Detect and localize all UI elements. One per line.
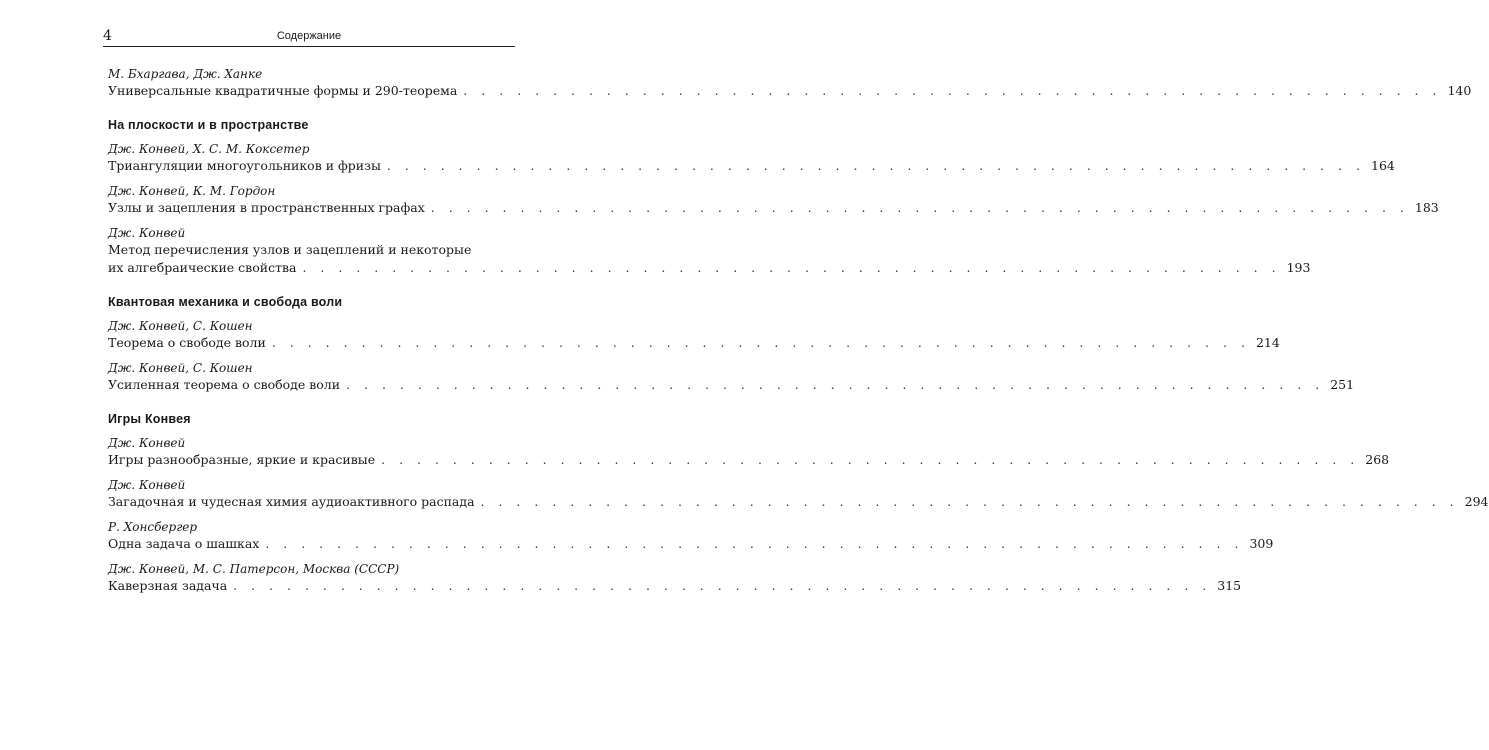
section-spacer <box>108 100 515 118</box>
entry-title: их алгебраические свойства <box>108 260 297 275</box>
entry-title: Игры разнообразные, яркие и красивые <box>108 452 376 467</box>
table-of-contents <box>108 66 1489 595</box>
entry-title: Триангуляции многоугольников и фризы <box>108 158 381 173</box>
entry-page-number: 268 <box>1365 452 1390 467</box>
toc-entry <box>108 318 1280 352</box>
entry-title: Одна задача о шашках <box>108 536 260 551</box>
entry-title-line <box>108 376 1355 394</box>
section-title: Квантовая механика и свобода воли <box>108 295 343 309</box>
dot-leader: . . . . . . . . . . . . . . . . . . . . . . . . . . . . . . . . . . . . . . . . . . . . . . . . . . . . . . . <box>430 200 1409 215</box>
entry-spacer <box>108 175 515 183</box>
dot-leader: . . . . . . . . . . . . . . . . . . . . . . . . . . . . . . . . . . . . . . . . . . . . . . . . . . . . . . . <box>480 494 1459 509</box>
entry-page-number: 193 <box>1286 260 1311 275</box>
toc-entry <box>108 561 1242 595</box>
entry-page-number: 214 <box>1255 335 1280 350</box>
toc-entry <box>108 360 1355 394</box>
entry-author: Дж. Конвей, М. С. Патерсон, Москва (СССР) <box>108 562 400 576</box>
entry-title: Узлы и зацепления в пространственных графах <box>108 200 425 215</box>
entry-title-line-continued <box>108 241 515 259</box>
entry-title-line <box>108 493 1489 511</box>
entry-page-number: 140 <box>1447 83 1472 98</box>
entry-author: Р. Хонсбергер <box>108 520 198 534</box>
entry-page-number: 183 <box>1414 200 1439 215</box>
section-title-spacer <box>108 309 515 318</box>
section-title: Игры Конвея <box>108 412 191 426</box>
entry-author: Дж. Конвей <box>108 226 186 240</box>
toc-entry <box>108 66 1472 100</box>
section-spacer <box>108 277 515 295</box>
page-header <box>103 28 515 47</box>
entry-page-number: 315 <box>1217 578 1242 593</box>
entry-title-line <box>108 199 1439 217</box>
section-title: На плоскости и в пространстве <box>108 118 309 132</box>
entry-title: Усиленная теорема о свободе воли <box>108 377 341 392</box>
entry-spacer <box>108 217 515 225</box>
entry-spacer <box>108 511 515 519</box>
running-title: Содержание <box>276 30 342 42</box>
entry-title: Теорема о свободе воли <box>108 335 266 350</box>
section-title-spacer <box>108 426 515 435</box>
page-number: 4 <box>103 28 112 44</box>
entry-title: Метод перечисления узлов и зацеплений и некоторые <box>108 242 472 257</box>
entry-title-line <box>108 535 1274 553</box>
entry-title: Каверзная задача <box>108 578 228 593</box>
toc-entry <box>108 435 1390 469</box>
toc-entry <box>108 225 1311 277</box>
entry-title-line <box>108 259 1311 277</box>
entry-page-number: 309 <box>1249 536 1274 551</box>
entry-author: Дж. Конвей, Х. С. М. Коксетер <box>108 142 310 156</box>
entry-author: Дж. Конвей <box>108 478 186 492</box>
entry-title: Загадочная и чудесная химия аудиоактивного распада <box>108 494 475 509</box>
entry-author: М. Бхаргава, Дж. Ханке <box>108 67 263 81</box>
dot-leader: . . . . . . . . . . . . . . . . . . . . . . . . . . . . . . . . . . . . . . . . . . . . . . . . . . . . . . . <box>271 335 1250 350</box>
entry-page-number: 251 <box>1330 377 1355 392</box>
entry-author: Дж. Конвей, С. Кошен <box>108 361 253 375</box>
entry-author: Дж. Конвей <box>108 436 186 450</box>
entry-spacer <box>108 469 515 477</box>
dot-leader: . . . . . . . . . . . . . . . . . . . . . . . . . . . . . . . . . . . . . . . . . . . . . . . . . . . . . . . <box>302 260 1281 275</box>
entry-title-line <box>108 451 1390 469</box>
dot-leader: . . . . . . . . . . . . . . . . . . . . . . . . . . . . . . . . . . . . . . . . . . . . . . . . . . . . . . . <box>386 158 1365 173</box>
section-spacer <box>108 394 515 412</box>
toc-entry <box>108 183 1439 217</box>
entry-author: Дж. Конвей, С. Кошен <box>108 319 253 333</box>
entry-page-number: 294 <box>1464 494 1489 509</box>
entry-spacer <box>108 352 515 360</box>
entry-author: Дж. Конвей, К. М. Гордон <box>108 184 276 198</box>
section-title-spacer <box>108 132 515 141</box>
entry-page-number: 164 <box>1371 158 1395 173</box>
toc-entry <box>108 141 1395 175</box>
dot-leader: . . . . . . . . . . . . . . . . . . . . . . . . . . . . . . . . . . . . . . . . . . . . . . . . . . . . . . . <box>381 452 1360 467</box>
toc-entry <box>108 477 1489 511</box>
dot-leader: . . . . . . . . . . . . . . . . . . . . . . . . . . . . . . . . . . . . . . . . . . . . . . . . . . . . . . . <box>233 578 1212 593</box>
dot-leader: . . . . . . . . . . . . . . . . . . . . . . . . . . . . . . . . . . . . . . . . . . . . . . . . . . . . . . . <box>346 377 1325 392</box>
entry-spacer <box>108 553 515 561</box>
entry-title-line <box>108 334 1280 352</box>
toc-entry <box>108 519 1274 553</box>
dot-leader: . . . . . . . . . . . . . . . . . . . . . . . . . . . . . . . . . . . . . . . . . . . . . . . . . . . . . . . <box>463 83 1442 98</box>
entry-title-line <box>108 82 1472 100</box>
entry-title-line <box>108 157 1395 175</box>
dot-leader: . . . . . . . . . . . . . . . . . . . . . . . . . . . . . . . . . . . . . . . . . . . . . . . . . . . . . . . <box>265 536 1244 551</box>
entry-title-line <box>108 577 1242 595</box>
entry-title: Универсальные квадратичные формы и 290-теорема <box>108 83 458 98</box>
